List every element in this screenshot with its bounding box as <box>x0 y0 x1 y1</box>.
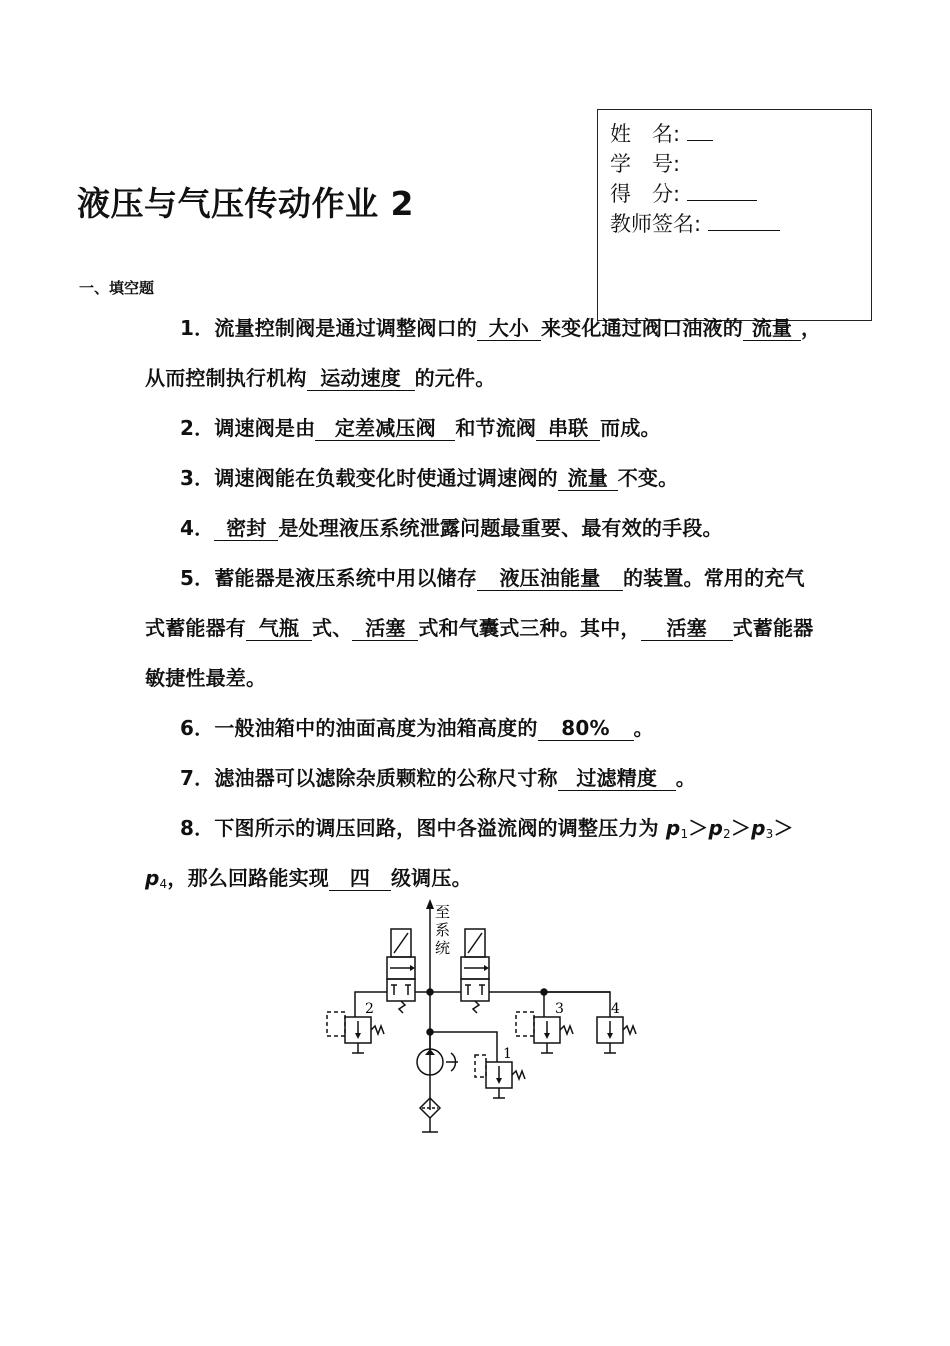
answer-blank: 四 <box>329 866 391 891</box>
question-7: 7．滤油器可以滤除杂质颗粒的公称尺寸称 过滤精度 。 <box>180 766 696 790</box>
answer-blank: 密封 <box>214 516 278 541</box>
answer-blank: 串联 <box>536 416 600 441</box>
section-heading: 一、填空题 <box>79 279 155 297</box>
name-row <box>610 118 713 148</box>
question-6: 6．一般油箱中的油面高度为油箱高度的 80% 。 <box>180 716 654 740</box>
right-directional-valve <box>461 929 489 1013</box>
question-8-line-2: $p_4$，那么回路能实现 四 级调压。 <box>145 866 472 891</box>
to-system-char-2: 系 <box>435 921 451 939</box>
answer-blank: 80% <box>538 716 634 741</box>
relief-valve-3 <box>516 992 573 1053</box>
student-info-box <box>597 109 872 321</box>
answer-blank: 活塞 <box>641 616 733 641</box>
to-system-char-3: 统 <box>435 939 451 957</box>
teacher-signature-label: 教师签名: <box>610 212 702 236</box>
id-row <box>610 148 680 178</box>
valve-label-1: 1 <box>503 1046 512 1062</box>
question-5-line-1: 5．蓄能器是液压系统中用以储存 液压油能量 的装置。常用的充气 <box>180 566 805 590</box>
name-field[interactable] <box>687 120 713 141</box>
question-5-line-3: 敏捷性最差。 <box>145 666 267 690</box>
score-field[interactable] <box>687 180 757 201</box>
pressure-regulating-circuit-diagram <box>315 895 645 1145</box>
question-8-line-1: 8．下图所示的调压回路，图中各溢流阀的调整压力为 $p_1>p_2>p_3>$ <box>180 816 794 841</box>
pump-icon <box>417 1030 458 1075</box>
valve-label-2: 2 <box>365 1001 374 1017</box>
answer-blank: 运动速度 <box>307 366 415 391</box>
answer-blank: 活塞 <box>352 616 418 641</box>
question-1-line-1: 1．流量控制阀是通过调整阀口的 大小 来变化通过阀口油液的 流量 ， <box>180 316 822 340</box>
score-row <box>610 178 757 208</box>
answer-blank: 过滤精度 <box>558 766 676 791</box>
left-directional-valve <box>387 929 415 1013</box>
answer-blank: 流量 <box>558 466 618 491</box>
answer-blank: 液压油能量 <box>477 566 623 591</box>
arrow-up-icon <box>426 899 434 909</box>
valve-label-4: 4 <box>611 1001 620 1017</box>
question-2: 2．调速阀是由 定差减压阀 和节流阀 串联 而成。 <box>180 416 661 440</box>
relief-valve-1 <box>430 1032 525 1098</box>
score-label: 得 分: <box>610 182 681 206</box>
answer-blank: 气瓶 <box>246 616 312 641</box>
question-1-line-2: 从而控制执行机构 运动速度 的元件。 <box>145 366 496 390</box>
answer-blank: 大小 <box>477 316 541 341</box>
answer-blank: 流量 <box>743 316 801 341</box>
answer-blank: 定差减压阀 <box>315 416 455 441</box>
name-label: 姓 名: <box>610 122 681 146</box>
question-5-line-2: 式蓄能器有 气瓶 式、 活塞 式和气囊式三种。其中， 活塞 式蓄能器 <box>145 616 814 640</box>
valve-label-3: 3 <box>555 1001 564 1017</box>
question-3: 3．调速阀能在负载变化时使通过调速阀的 流量 不变。 <box>180 466 679 490</box>
question-4: 4． 密封 是处理液压系统泄露问题最重要、最有效的手段。 <box>180 516 723 540</box>
teacher-row <box>610 208 780 238</box>
page-title: 液压与气压传动作业 2 <box>77 184 414 223</box>
relief-valve-2 <box>327 992 387 1053</box>
teacher-signature-field[interactable] <box>708 210 780 231</box>
to-system-char-1: 至 <box>435 903 451 921</box>
student-id-label: 学 号: <box>610 152 681 176</box>
